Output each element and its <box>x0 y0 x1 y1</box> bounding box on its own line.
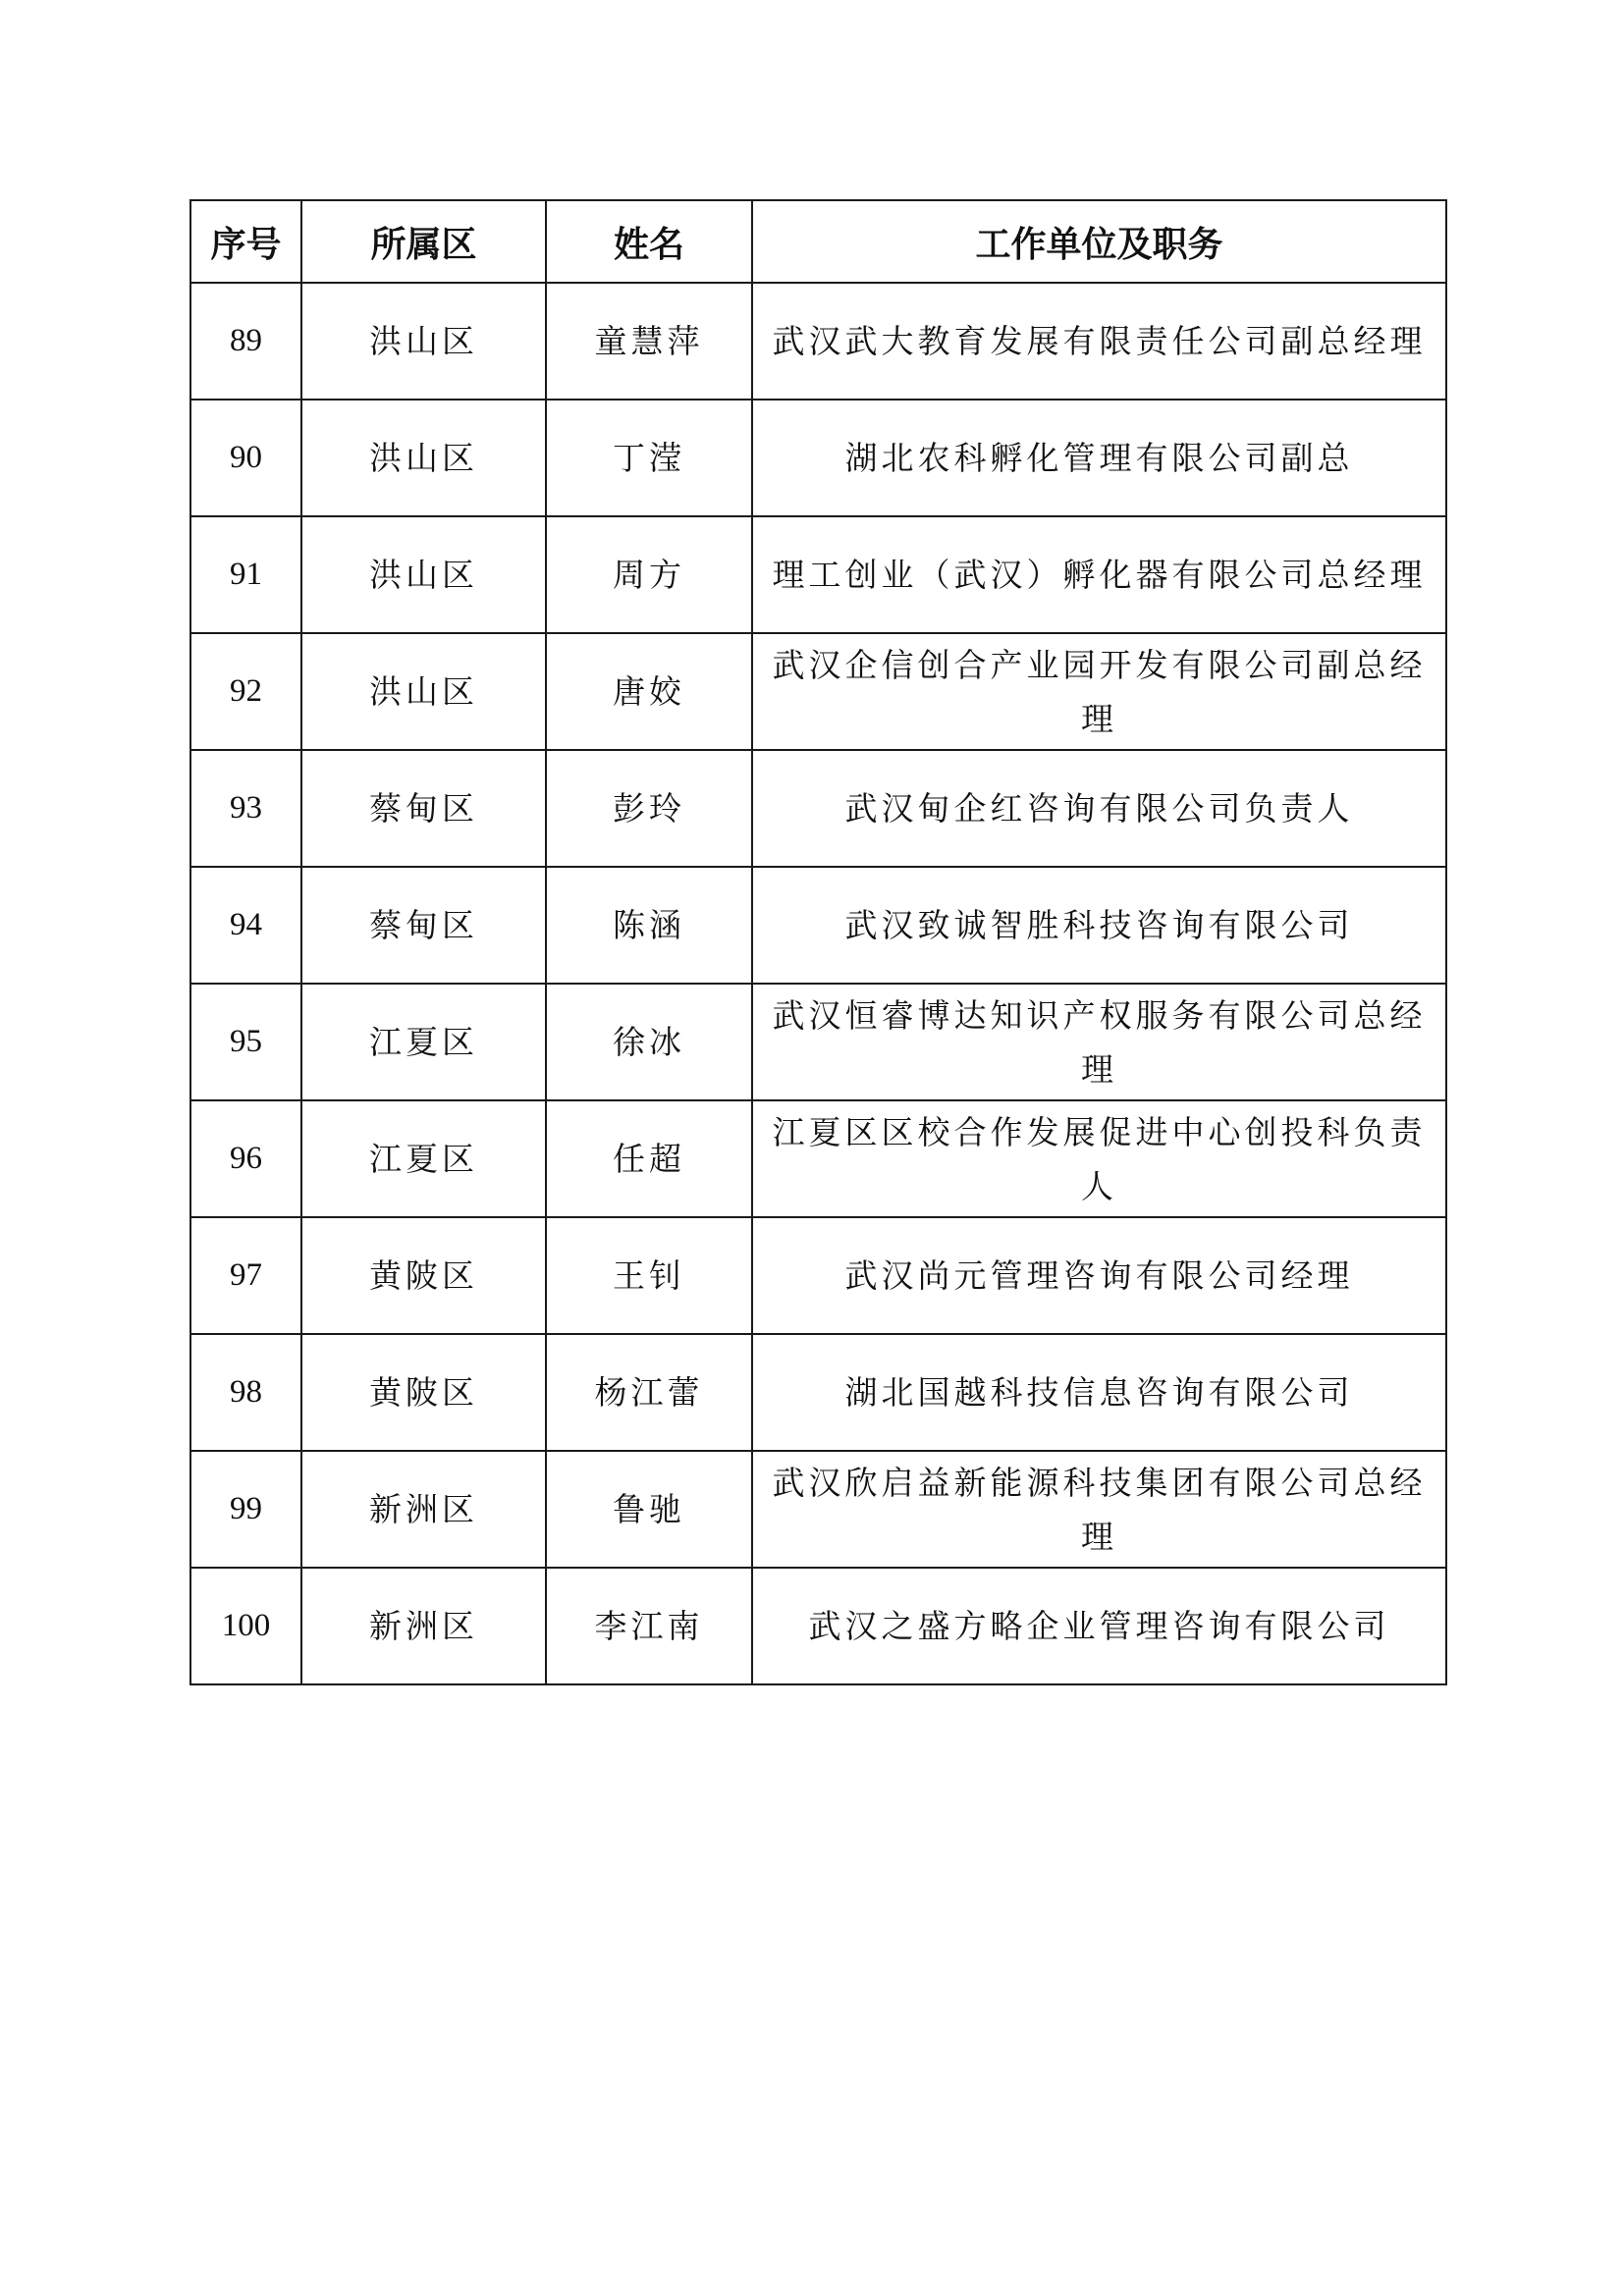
cell-seq: 99 <box>190 1451 301 1568</box>
cell-org: 武汉恒睿博达知识产权服务有限公司总经理 <box>752 984 1446 1100</box>
cell-district: 洪山区 <box>301 633 546 750</box>
table-body <box>190 283 1446 1684</box>
table-header <box>190 200 1446 283</box>
cell-org: 湖北农科孵化管理有限公司副总 <box>752 400 1446 516</box>
table-row <box>190 984 1446 1100</box>
cell-seq: 100 <box>190 1568 301 1684</box>
cell-org: 武汉致诚智胜科技咨询有限公司 <box>752 867 1446 984</box>
cell-name: 陈涵 <box>546 867 752 984</box>
cell-district: 江夏区 <box>301 1100 546 1217</box>
cell-org: 武汉欣启益新能源科技集团有限公司总经理 <box>752 1451 1446 1568</box>
cell-district: 洪山区 <box>301 283 546 400</box>
cell-org: 武汉企信创合产业园开发有限公司副总经理 <box>752 633 1446 750</box>
table-row <box>190 516 1446 633</box>
cell-org: 江夏区区校合作发展促进中心创投科负责人 <box>752 1100 1446 1217</box>
cell-name: 周方 <box>546 516 752 633</box>
cell-seq: 95 <box>190 984 301 1100</box>
table-row <box>190 1568 1446 1684</box>
cell-seq: 90 <box>190 400 301 516</box>
cell-seq: 94 <box>190 867 301 984</box>
table-row <box>190 633 1446 750</box>
cell-district: 洪山区 <box>301 516 546 633</box>
cell-org: 武汉之盛方略企业管理咨询有限公司 <box>752 1568 1446 1684</box>
table-row <box>190 1334 1446 1451</box>
cell-name: 鲁驰 <box>546 1451 752 1568</box>
cell-org: 理工创业（武汉）孵化器有限公司总经理 <box>752 516 1446 633</box>
cell-district: 黄陂区 <box>301 1334 546 1451</box>
cell-seq: 97 <box>190 1217 301 1334</box>
cell-org: 武汉尚元管理咨询有限公司经理 <box>752 1217 1446 1334</box>
cell-district: 蔡甸区 <box>301 750 546 867</box>
cell-seq: 89 <box>190 283 301 400</box>
table-row <box>190 1451 1446 1568</box>
cell-district: 洪山区 <box>301 400 546 516</box>
cell-seq: 98 <box>190 1334 301 1451</box>
cell-district: 新洲区 <box>301 1568 546 1684</box>
cell-district: 黄陂区 <box>301 1217 546 1334</box>
table-row <box>190 283 1446 400</box>
cell-name: 李江南 <box>546 1568 752 1684</box>
cell-district: 蔡甸区 <box>301 867 546 984</box>
cell-name: 徐冰 <box>546 984 752 1100</box>
cell-org: 武汉甸企红咨询有限公司负责人 <box>752 750 1446 867</box>
cell-seq: 92 <box>190 633 301 750</box>
header-seq: 序号 <box>190 200 301 283</box>
cell-seq: 96 <box>190 1100 301 1217</box>
header-row <box>190 200 1446 283</box>
header-org: 工作单位及职务 <box>752 200 1446 283</box>
roster-table <box>189 199 1447 1685</box>
cell-name: 王钊 <box>546 1217 752 1334</box>
header-district: 所属区 <box>301 200 546 283</box>
cell-district: 新洲区 <box>301 1451 546 1568</box>
cell-org: 湖北国越科技信息咨询有限公司 <box>752 1334 1446 1451</box>
cell-org: 武汉武大教育发展有限责任公司副总经理 <box>752 283 1446 400</box>
cell-name: 彭玲 <box>546 750 752 867</box>
table-row <box>190 867 1446 984</box>
cell-seq: 91 <box>190 516 301 633</box>
table-row <box>190 400 1446 516</box>
table-row <box>190 1217 1446 1334</box>
cell-name: 丁滢 <box>546 400 752 516</box>
cell-name: 唐姣 <box>546 633 752 750</box>
cell-district: 江夏区 <box>301 984 546 1100</box>
table-row <box>190 750 1446 867</box>
cell-name: 杨江蕾 <box>546 1334 752 1451</box>
cell-seq: 93 <box>190 750 301 867</box>
table-row <box>190 1100 1446 1217</box>
cell-name: 童慧萍 <box>546 283 752 400</box>
cell-name: 任超 <box>546 1100 752 1217</box>
header-name: 姓名 <box>546 200 752 283</box>
